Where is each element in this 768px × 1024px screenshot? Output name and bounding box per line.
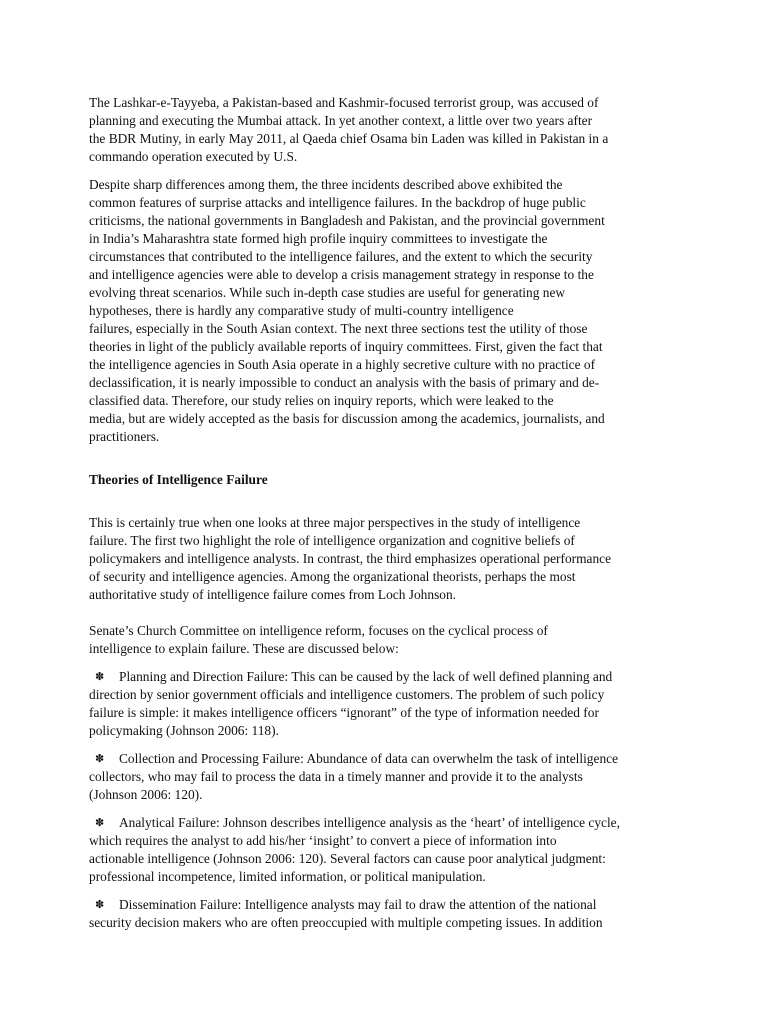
text-line: intelligence to explain failure. These are discussed below:	[89, 641, 399, 656]
text-line: evolving threat scenarios. While such in-depth case studies are useful for generating new	[89, 285, 566, 300]
text-line: collectors, who may fail to process the data in a timely manner and provide it to the analysts	[89, 769, 583, 784]
text-line: This is certainly true when one looks at three major perspectives in the study of intelligence	[89, 515, 581, 530]
text-line: common features of surprise attacks and intelligence failures. In the backdrop of huge public	[89, 195, 586, 210]
text-line: failure. The first two highlight the role of intelligence organization and cognitive beliefs of	[89, 533, 575, 548]
text-line: professional incompetence, limited information, or political manipulation.	[89, 869, 486, 884]
text-line: commando operation executed by U.S.	[89, 149, 298, 164]
text-line: planning and executing the Mumbai attack. In yet another context, a little over two years after	[89, 113, 593, 128]
text-line: failures, especially in the South Asian context. The next three sections test the utility of those	[89, 321, 588, 336]
text-line: media, but are widely accepted as the basis for discussion among the academics, journalists, and	[89, 411, 605, 426]
text-line: and intelligence agencies were able to develop a crisis management strategy in response to the	[89, 267, 594, 282]
text-line: failure is simple: it makes intelligence officers “ignorant” of the type of information needed for	[89, 705, 599, 720]
text-line: criticisms, the national governments in Bangladesh and Pakistan, and the provincial government	[89, 213, 605, 228]
paragraph-4	[89, 622, 681, 658]
bullet-planning-direction	[89, 668, 681, 740]
text-line: Planning and Direction Failure: This can be caused by the lack of well defined planning and	[119, 669, 613, 684]
text-line: Analytical Failure: Johnson describes intelligence analysis as the ‘heart’ of intelligence cycle,	[119, 815, 620, 830]
text-line: which requires the analyst to add his/her ‘insight’ to convert a piece of information into	[89, 833, 557, 848]
text-line: of security and intelligence agencies. Among the organizational theorists, perhaps the most	[89, 569, 576, 584]
paragraph-1	[89, 94, 681, 166]
bullet-dissemination	[89, 896, 681, 932]
bullet-analytical	[89, 814, 681, 886]
text-line: Dissemination Failure: Intelligence analysts may fail to draw the attention of the national	[119, 897, 597, 912]
paragraph-2	[89, 176, 681, 446]
bullet-star-icon: ✽	[95, 671, 105, 683]
text-line: actionable intelligence (Johnson 2006: 120). Several factors can cause poor analytical judgment:	[89, 851, 606, 866]
bullet-star-icon: ✽	[95, 817, 105, 829]
text-line: Despite sharp differences among them, the three incidents described above exhibited the	[89, 177, 563, 192]
paragraph-3	[89, 514, 681, 604]
document-page	[89, 94, 681, 932]
text-line: (Johnson 2006: 120).	[89, 787, 203, 802]
text-line: authoritative study of intelligence failure comes from Loch Johnson.	[89, 587, 457, 602]
text-line: policymaking (Johnson 2006: 118).	[89, 723, 279, 738]
text-line: The Lashkar-e-Tayyeba, a Pakistan-based and Kashmir-focused terrorist group, was accused of	[89, 95, 599, 110]
bullet-collection-processing	[89, 750, 681, 804]
bullet-star-icon: ✽	[95, 753, 105, 765]
bullet-star-icon: ✽	[95, 899, 105, 911]
text-line: the BDR Mutiny, in early May 2011, al Qaeda chief Osama bin Laden was killed in Pakistan in a	[89, 131, 609, 146]
text-line: classified data. Therefore, our study relies on inquiry reports, which were leaked to the	[89, 393, 554, 408]
text-line: in India’s Maharashtra state formed high profile inquiry committees to investigate the	[89, 231, 548, 246]
text-line: theories in light of the publicly available reports of inquiry committees. First, given the fact that	[89, 339, 603, 354]
text-line: Senate’s Church Committee on intelligence reform, focuses on the cyclical process of	[89, 623, 548, 638]
text-line: circumstances that contributed to the intelligence failures, and the extent to which the security	[89, 249, 593, 264]
section-heading: Theories of Intelligence Failure	[89, 472, 268, 487]
text-line: practitioners.	[89, 429, 160, 444]
text-line: declassification, it is nearly impossible to conduct an analysis with the basis of primary and de-	[89, 375, 600, 390]
text-line: security decision makers who are often preoccupied with multiple competing issues. In addition	[89, 915, 603, 930]
text-line: the intelligence agencies in South Asia operate in a highly secretive culture with no practice of	[89, 357, 596, 372]
text-line: direction by senior government officials and intelligence customers. The problem of such policy	[89, 687, 605, 702]
text-line: policymakers and intelligence analysts. In contrast, the third emphasizes operational performance	[89, 551, 612, 566]
text-line: Collection and Processing Failure: Abundance of data can overwhelm the task of intelligence	[119, 751, 619, 766]
text-line: hypotheses, there is hardly any comparative study of multi-country intelligence	[89, 303, 514, 318]
